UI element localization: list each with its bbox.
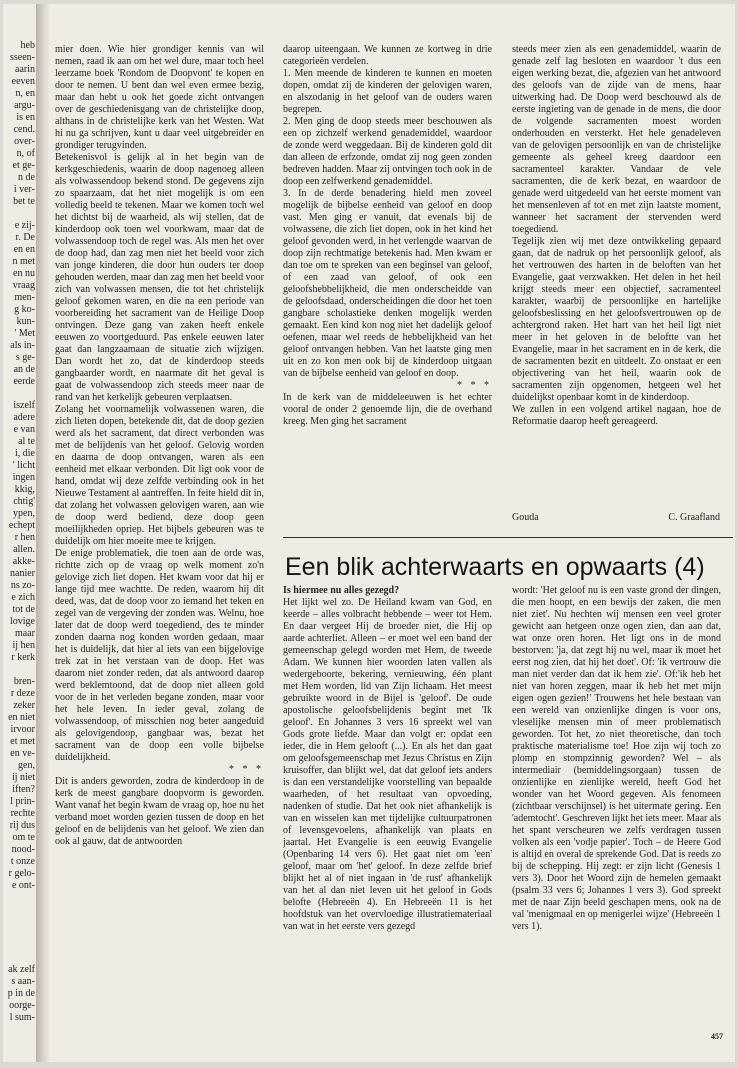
edge-text-fragment: adere [13,412,35,423]
edge-text-fragment: l prin- [10,796,35,807]
edge-text-fragment: om te [12,832,35,843]
edge-text-fragment: aarin [15,64,35,75]
column-1-paragraph: De enige problematiek, die toen aan de orde was, richtte zich op de vraag op welk moment zo'n gelovige zich liet dopen. Het kwam voor dat hij er lange tijd mee wachtte. De reden, waarom hij dit deed, was, dat de doop voor zo iemand het teken en zegel van de vergeving der zonden was. Welnu, hoe later dat de doop werd toegediend, des te minder zonden daarna nog konden worden gedaan, maar het is duidelijk, dat hier al iets van een bijgelovige trek zat in het verstaan van de doop. Het was daarom niet zonder reden, dat als antwoord daarop werd beklemtoond, dat de doop niet alleen gold voor de in het verleden begane zonden, maar voor het hele leven. In ieder geval, zolang de volwassendoop, of misschien nog beter aangeduid als gelovigendoop, gangbaar was, bezat het sacrament van de doop een volle bijbelse duidelijkheid. [55,548,264,763]
edge-text-fragment: men- [14,292,35,303]
edge-text-fragment: ingen [12,472,35,483]
edge-text-fragment: e van [13,424,35,435]
edge-text-fragment: ' licht [12,460,35,471]
edge-text-fragment: cend. [13,124,35,135]
signoff-place: Gouda [512,512,539,523]
edge-text-fragment [3,940,35,952]
column-3-paragraph: We zullen in een volgend artikel nagaan, hoe de Reformatie daarop heeft gereageerd. [512,404,721,427]
signoff-author: C. Graafland [668,512,720,523]
edge-text-fragment: allen. [13,544,35,555]
edge-text-fragment: vraag [12,280,35,291]
edge-text-fragment: bren- [13,676,35,687]
edge-text-fragment [3,892,35,904]
edge-text-fragment: p in de [7,988,35,999]
edge-text-fragment: en nu [13,268,35,279]
article-headline: Een blik achterwaarts en opwaarts (4) [285,553,705,581]
edge-text-fragment: n met [12,256,35,267]
article-2-column-2 [512,585,721,1025]
edge-text-fragment: al te [18,436,35,447]
edge-text-fragment: ypen, [13,508,35,519]
edge-text-fragment: ij niet [11,772,35,783]
edge-text-fragment [3,388,35,400]
edge-text-fragment: ' Met [14,328,35,339]
section-break-stars: * * * [457,380,492,391]
column-2-paragraph: daarop uiteengaan. We kunnen ze kortweg in drie categorieën verdelen. [283,44,492,67]
edge-text-fragment: nanier [10,568,35,579]
edge-text-fragment: e zich [11,592,35,603]
edge-text-fragment: e ont- [11,880,35,891]
edge-text-fragment: zeker [13,700,35,711]
edge-text-fragment [3,664,35,676]
column-3-paragraph: Tegelijk zien wij met deze ontwikkeling gepaard gaan, dat de nadruk op het persoonlijk geloof, als het vertrouwen des harten in de beloften van het Evangelie, gaat verzwakken. Het delen in het heil krijgt steeds meer een objectief, sacramenteel karakter, waarbij de persoonlijke en hartelijke geloofsbeslissing en het geloofsvertrouwen op de achtergrond raken. Het hart van het heil ligt niet meer in het geloven in de beloftte van het Evangelie, maar in het sacrament en in de kerk, die de sacramenten bezit en uitdeelt. Zo onstaat er een objectivering van het heil, waarin ook de sacramenten zijn opgenomen, hetgeen wel het duidelijkst openbaar komt in de kinderdoop. [512,236,721,403]
article-column-1 [55,44,264,984]
edge-text-fragment: e zij- [14,220,35,231]
edge-text-fragment: t onze [10,856,35,867]
edge-text-fragment: kkig, [14,484,35,495]
edge-text-fragment: eerde [13,376,35,387]
edge-text-fragment: l sum- [9,1012,35,1020]
edge-text-fragment: oorge- [9,1000,35,1011]
edge-text-fragment: en niet [8,712,35,723]
edge-text-fragment: rij dus [9,820,35,831]
edge-text-fragment [3,928,35,940]
edge-text-fragment: maar [15,628,35,639]
article-signoff [512,512,720,523]
column-3-paragraph: steeds meer zien als een genademiddel, waarin de genade zelf lag besloten en waardoor 't dus een eigen werking bezat, die, afgezien van het antwoord des geloofs van de zijde van de mens, haar uitwerking had. De Doop werd beschouwd als de eerste ingieting van de genade in de mens, die door de volgende sacramenten moest worden onderhouden en versterkt. Het hele genadeleven van de gelovigen persoonlijk en van de christelijke gemeente als geheel kreeg daardoor een sacramenteel karakter. Vandaar de vele sacramenten, die de kerk bezat, en waardoor de genade werd uitgedeeld van het eerste moment van het mensenleven af tot en met zijn laatste moment, wanneer het sacrament der stervenden werd toegediend. [512,44,721,235]
edge-text-fragment: r gelo- [8,868,35,879]
column-2-paragraph: 2. Men ging de doop steeds meer beschouwen als een op zichzelf werkend genademiddel, waardoor de zonde werd weggedaan. Bij de kinderen gold dit dan alleen de erfzonde, omdat zij nog geen zonden bedreven hadden. Maar zij ontvingen toch ook in de doop een zelfwerkend genademiddel. [283,116,492,187]
article-divider [283,537,733,538]
edge-text-fragment: en en [13,244,35,255]
column-2-paragraph: In de kerk van de middeleeuwen is het echter vooral de onder 2 genoemde lijn, die de overhand kreeg. Men ging het sacrament [283,392,492,427]
page-number: 457 [711,1032,723,1041]
edge-text-fragment: als in- [10,340,35,351]
article-2-column-1 [283,585,492,1025]
column-1-paragraph: Dit is anders geworden, zodra de kinderdoop in de kerk de meest gangbare doopvorm is geworden. Want vanaf het begin kwam de vraag op, hoe nu het verband moet worden gezien tussen de doop en het geloof en de belijdenis van het geloof. We zien dan ook al gauw, dat de antwoorden [55,776,264,847]
edge-text-fragment: i, die [15,448,35,459]
edge-text-fragment: et ge- [12,160,35,171]
edge-text-fragment: lovige [10,616,35,627]
edge-text-fragment: tot de [12,604,35,615]
edge-text-fragment: s aan- [11,976,35,987]
edge-text-fragment: gen, [18,760,35,771]
section-break-stars: * * * [229,764,264,775]
edge-text-fragment: iften? [12,784,35,795]
edge-text-fragment: rechte [10,808,35,819]
edge-text-fragment: heb [20,40,35,51]
article-2-paragraph: wordt: 'Het geloof nu is een vaste grond der dingen, die men hoopt, en een bewijs der zaken, die men niet ziet'. Nu hechten wij mensen een veel groter gewicht aan hetgeen onze ogen zien, dan aan dat, wat onze oren horen. Het ligt ons in de mond bestorven: 'ja, dat zegt hij nu wel, maar ik moet het eerst nog zien, dat hij het doet'. Of: 'ik vertrouw die man niet verder dan dat ik hem zie'. Of:'ik heb het niet van horen zeggen, maar ik heb het met mijn eigen ogen gezien!' Trouwens het hele bestaan van een wereld van onzienlijke dingen is voor ons, vleselijke mensen min of meer problematisch geworden. Tot het, zo niet theoretische, dan toch praktische materialisme toe! Hoe zijn wij toch zo plomp en stompzinnig geworden? Wel – als intermediair (bemiddelingsorgaan) tussen de onzienlijke en zienlijke wereld, heeft God het wonder van het Woord gegeven. Als fenomeen (zichtbaar verschijnsel) is het uitermate gering. Een 'ademtocht'. Geschreven lijkt het iets meer. Maar als het spant verscheuren we zelfs verdragen tussen volken als een 'vodje papier'. Toch – de Heere God is altijd en overal de sprekende God. Dat is reeds zo bij de schepping. Hij zegt: er zijn licht (Genesis 1 vers 3). Door het Woord zijn de hemelen gemaakt (psalm 33 vers 6; Johannes 1 vers 3). God spreekt met de naar Zijn beeld geschapen mens, ook na de val 'menigmaal en op menigerlei wijze' (Hebreeën 1 vers 1). [512,585,721,932]
edge-text-fragment: r kerk [11,652,35,663]
edge-text-fragment [3,208,35,220]
column-1-paragraph: mier doen. Wie hier grondiger kennis van wil nemen, raad ik aan om het wel dure, maar toch heel leerzame boek 'Rondom de Doopvont' te kopen en door te nemen. U bent dan wel even ermee bezig, maar dan hebt u ook het goede zicht ontvangen over de geschiedenisgang van de christelijke doop, althans in de christelijke kerk van het Westen. Wat hi nu ga schrijven, kunt u daar veel uitgebreider en grondiger terugvinden. [55,44,264,151]
magazine-page [3,4,735,1062]
edge-text-fragment: ns zo- [10,580,35,591]
edge-text-fragment: en ve- [10,748,35,759]
previous-page-edge-text [3,40,35,1020]
edge-text-fragment: r. De [15,232,35,243]
edge-text-fragment [3,904,35,916]
column-1-paragraph: Zolang het voornamelijk volwassenen waren, die zich lieten dopen, betekende dit, dat de doop gezien werd als het sacrament, dat direct verbonden was met de belijdenis van het geloof. Gelovig worden en daarna de doop ontvangen, waren als een eenheid met elkaar verbonden. Dit ligt ook voor de hand, omdat wij deze zelfde verbinding ook in het Nieuwe Testament al aantreffen. In feite hield dit in, dat zolang het volwassen gelovigen waren, aan wie de doop werd bediend, deze doop geen moeilijkheden opriep. Het bijbels gebeuren was te duidelijk om hier moeite mee te krijgen. [55,404,264,547]
edge-text-fragment: kun- [16,316,35,327]
page-gutter [36,4,50,1062]
edge-text-fragment: r hen [14,532,35,543]
edge-text-fragment: g ko- [14,304,35,315]
edge-text-fragment: over- [14,136,35,147]
edge-text-fragment: i ver- [13,184,35,195]
article-2-paragraph: Het lijkt wel zo. De Heiland kwam van God, en keerde – alles volbracht hebbende – weer tot Hem. En daar vergeet Hij de broeder niet, die Hij op aarde achterliet. Alleen – er moet wel een band der gemeenschap gelegd worden met Hem, de tweede Adam. We kunnen hier woorden laten vallen als wedergeboorte, bekering, vernieuwing, één plant met Hem worden, lid van Zijn lichaam. Het meest gebruikte woord in de Bijel is 'geloof'. De oude apostolische geloofsbelijdenis begint met 'Ik geloof'. En Johannes 3 vers 16 spreekt wel van Gods grote liefde. Maar dan volgt er: opdat een ieder, die in Hem gelooft (...). En als het dan gaat om geloofsgemeenschap met Jezus Christus en Zijn kruisoffer, dan blijkt wel, dat dat geloof iets anders is dan een verstandelijke voorstelling van bepaalde waarheden, of het resultaat van opvoeding, nadenken of studie. Dat het ook niet afhankelijk is van en wisselen kan met tijdelijke cultuurpatronen of levensgevoelens, afhankelijk van plaats en jaartal. Het Evangelie is een eeuwig Evangelie (Openbaring 14 vers 6). Het gaat niet om 'een' geloof, maar om 'het' geloof. In deze zelfde brief blijkt het al of niet ingaan in 'de rust' afhankelijk van het al dan niet leven uit het geloof in Gods belofte (Hebreeën 4). En Hebreeën 11 is het hoofdstuk van het overvloedige illustratiemateriaal van wat in het eerste vers gezegd [283,597,492,932]
edge-text-fragment: chtig' [13,496,35,507]
edge-text-fragment: ij hen [12,640,35,651]
edge-text-fragment: iszelf [13,400,35,411]
edge-text-fragment: et met [10,736,35,747]
edge-text-fragment: nood- [11,844,35,855]
edge-text-fragment: echept [8,520,35,531]
edge-text-fragment: bet te [13,196,35,207]
edge-text-fragment: eeven [11,76,35,87]
edge-text-fragment: n, of [16,148,35,159]
edge-text-fragment: akke- [12,556,35,567]
article-column-3 [512,44,721,510]
edge-text-fragment: n, en [15,88,35,99]
column-2-paragraph: 3. In de derde benadering hield men zoveel mogelijk de bijbelse eenheid van geloof en doop vast. Men ging er vanuit, dat evenals bij de volwassene, die zich liet dopen, ook in het kind het geloof gevonden werd, in het verlengde waarvan de doop zijn rechtmatige betekenis had. Men kwam er dan toe om te spreken van een beginsel van geloof, of een zaad van geloof, of ook een geloofshebbelijkheid, die men onderscheidde van de geloofsdaad, onderscheidingen die door het toen gangbare scholastieke denken mogelijk werden gemaakt. Een kind kon nog niet het dadelijk geloof oefenen, maar wel reeds de hebbelijkheid van het geloof ontvangen hebben. Van het laatste ging men uit en zo kon men ook bij de kinderdoop uitgaan van de bijbelse eenheid van geloof en doop. [283,188,492,379]
edge-text-fragment: r deze [10,688,35,699]
edge-text-fragment: is en [16,112,35,123]
edge-text-fragment: argu- [14,100,35,111]
article-column-2 [283,44,492,529]
column-2-paragraph: 1. Men meende de kinderen te kunnen en moeten dopen, omdat zij de kinderen der gelovigen waren, en alszodanig in het geloof van de ouders waren begrepen. [283,68,492,115]
edge-text-fragment: an de [13,364,35,375]
edge-text-fragment [3,916,35,928]
edge-text-fragment: irvoor [10,724,35,735]
column-1-paragraph: Betekenisvol is gelijk al in het begin van de kerkgeschiedenis, waarin de doop nagenoeg alleen als volwassendoop bekend stond. De gegevens zijn zo spaarzaam, dat het niet mogelijk is om een volledig beeld te tekenen. Maar we komen toch wel het dichtst bij de waarheid, als wij stellen, dat de kinderdoop ook toen wel voorkwam, maar dat de volwassendoop toch de regel was. Als men het over de doop had, dan zag men niet het beeld voor zich van jonge kinderen, die door hun ouders ter doop gehouden werden, maar dan zag men het beeld voor zich van volwassen mensen, die tot het christelijk geloof gekomen waren, en die na een periode van voorbereiding het sacrament van de Heilige Doop ontvingen. Deze gang van zaken heeft enkele eeuwen zo voortgeduurd. Pas enkele eeuwen later gaat dan langzaamaan de situatie zich wijzigen. Dan wordt het zo, dat de kinderdoop steeds gangbaarder wordt, en naarmate dit het geval is gaat de volwassendoop zich steeds meer naar de rand van het kerkelijk gebeuren verplaatsen. [55,152,264,403]
edge-text-fragment: s ge- [15,352,35,363]
edge-text-fragment: sseen- [10,52,35,63]
edge-text-fragment [3,952,35,964]
edge-text-fragment: n de [18,172,35,183]
article-subheading: Is hiermee nu alles gezegd? [283,585,400,596]
edge-text-fragment: ak zelf [8,964,35,975]
